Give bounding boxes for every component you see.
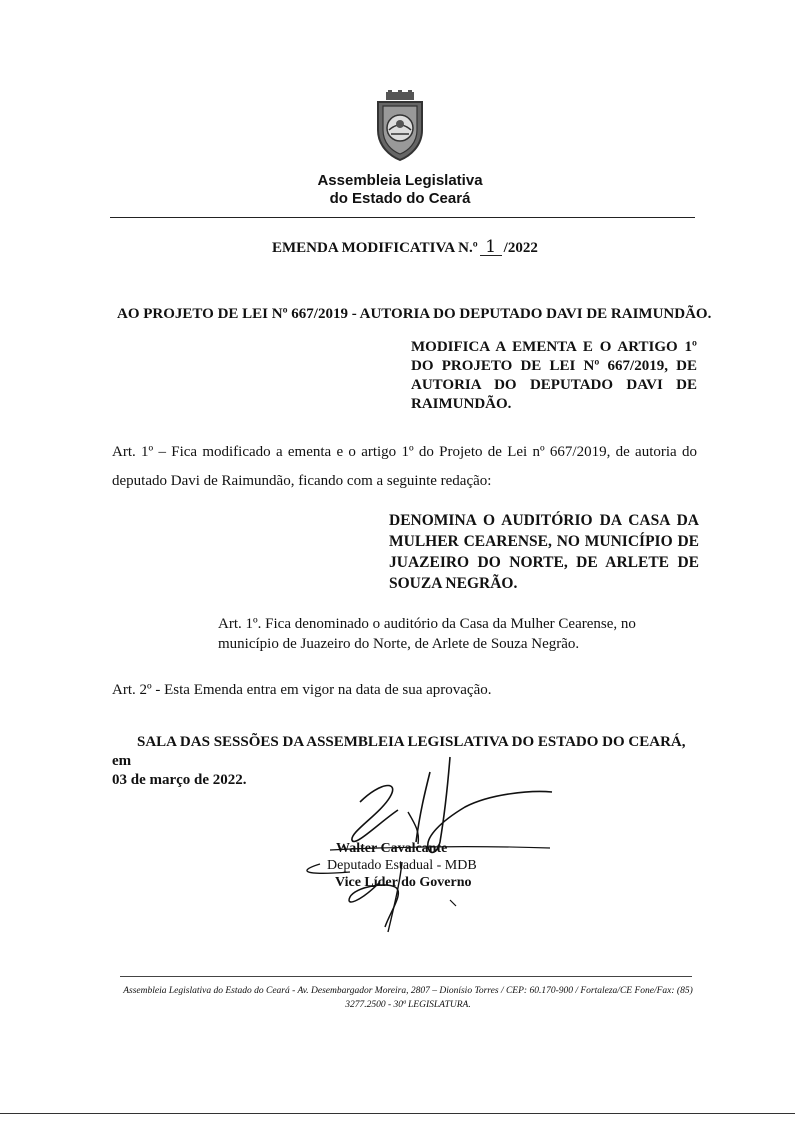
amendment-summary: MODIFICA A EMENTA E O ARTIGO 1º DO PROJETO DE LEI Nº 667/2019, DE AUTORIA DO DEPUTADO DAVI DE RAIMUNDÃO. bbox=[411, 339, 697, 412]
institution-name-line1: Assembleia Legislativa bbox=[317, 172, 483, 189]
document-title bbox=[272, 237, 538, 257]
footer-line-2: 3277.2500 - 30ª LEGISLATURA. bbox=[345, 1000, 471, 1010]
signatory-name: Walter Cavalcante bbox=[336, 841, 448, 856]
title-prefix: EMENDA MODIFICATIVA N.º bbox=[272, 240, 478, 256]
new-ementa: DENOMINA O AUDITÓRIO DA CASA DA MULHER CEARENSE, NO MUNICÍPIO DE JUAZEIRO DO NORTE, DE ARLETE DE SOUZA NEGRÃO. bbox=[389, 512, 699, 592]
signatory-title: Vice Líder do Governo bbox=[335, 875, 472, 890]
amendment-number: 1 bbox=[480, 240, 502, 256]
article-1: Art. 1º – Fica modificado a ementa e o artigo 1º do Projeto de Lei nº 667/2019, de autoria do deputado Davi de Raimundão, ficando com a seguinte redação: bbox=[112, 444, 697, 489]
state-crest-icon bbox=[372, 90, 428, 162]
title-suffix: /2022 bbox=[503, 240, 538, 256]
footer-divider bbox=[120, 976, 692, 977]
article-2: Art. 2º - Esta Emenda entra em vigor na data de sua aprovação. bbox=[112, 682, 492, 698]
page-edge-line bbox=[0, 1113, 795, 1114]
closing-line-1: SALA DAS SESSÕES DA ASSEMBLEIA LEGISLATIVA DO ESTADO DO CEARÁ, em bbox=[112, 734, 686, 769]
footer-line-1: Assembleia Legislativa do Estado do Ceará - Av. Desembargador Moreira, 2807 – Dionísio Torres / CEP: 60.170-900 / Fortaleza/CE Fone/Fax: (85) bbox=[123, 986, 693, 996]
closing-date: 03 de março de 2022. bbox=[112, 772, 247, 788]
new-article-1: Art. 1º. Fica denominado o auditório da Casa da Mulher Cearense, no município de Juazeiro do Norte, de Arlete de Souza Negrão. bbox=[218, 616, 636, 652]
header-divider bbox=[110, 217, 695, 218]
signatory-role: Deputado Estadual - MDB bbox=[327, 858, 477, 873]
bill-reference: AO PROJETO DE LEI Nº 667/2019 - AUTORIA DO DEPUTADO DAVI DE RAIMUNDÃO. bbox=[117, 306, 712, 322]
footer-address bbox=[112, 984, 704, 1012]
institution-name-line2: do Estado do Ceará bbox=[329, 190, 471, 207]
